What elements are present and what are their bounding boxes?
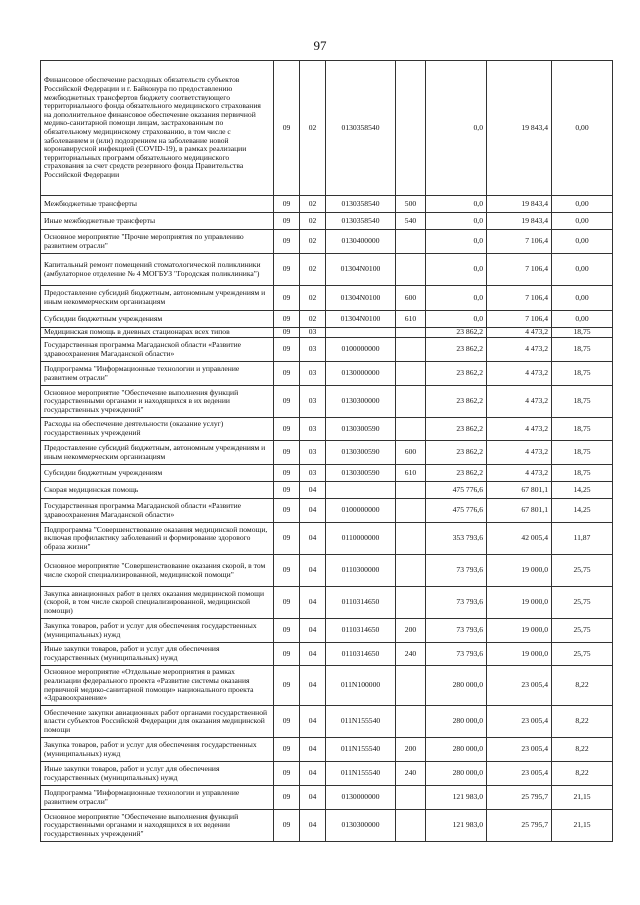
row-target-article-cell: 0130300000 (326, 386, 396, 418)
row-fact-cell: 19 843,4 (487, 196, 552, 213)
row-expense-type-cell: 500 (396, 196, 426, 213)
row-fact-cell: 19 000,0 (487, 555, 552, 587)
row-plan-cell: 0,0 (426, 230, 487, 254)
table-row (41, 441, 613, 465)
row-fact-cell: 4 473,2 (487, 441, 552, 465)
row-target-article-cell (326, 482, 396, 499)
row-name-cell: Обеспечение закупки авиационных работ органами государственной власти субъектов Российской Федерации для оказания медицинской помощи (41, 706, 274, 738)
table-row (41, 311, 613, 328)
row-subsection-cell: 04 (300, 666, 326, 706)
row-fact-cell: 7 106,4 (487, 254, 552, 286)
table-row (41, 328, 613, 338)
row-fact-cell: 4 473,2 (487, 328, 552, 338)
row-expense-type-cell (396, 587, 426, 619)
row-subsection-cell: 04 (300, 555, 326, 587)
row-section-cell: 09 (274, 362, 300, 386)
row-fact-cell: 7 106,4 (487, 311, 552, 328)
table-row (41, 418, 613, 441)
row-expense-type-cell: 200 (396, 619, 426, 643)
table-row (41, 706, 613, 738)
row-target-article-cell: 011N155540 (326, 762, 396, 786)
row-expense-type-cell: 540 (396, 213, 426, 230)
row-section-cell: 09 (274, 465, 300, 482)
table-row (41, 643, 613, 666)
row-percent-cell: 8,22 (552, 706, 613, 738)
row-name-cell: Финансовое обеспечение расходных обязательств субъектов Российской Федерации и г. Байконура по предоставлению межбюджетных трансфертов бюджету соответствующего территориального фонда обязательного медицинского страхования на дополнительное финансовое обеспечение оказания первичной медико-санитарной помощи лицам, застрахованным по обязательному медицинскому страхованию, в том числе с заболеванием и (или) подозрением на заболевание новой коронавирусной инфекцией (COVID-19), в рамках реализации территориальных программ обязательного медицинского страхования за счет средств резервного фонда Правительства Российской Федерации (41, 61, 274, 196)
budget-table-body (41, 61, 613, 842)
row-section-cell: 09 (274, 338, 300, 362)
page-number: 97 (313, 38, 327, 53)
row-percent-cell: 8,22 (552, 762, 613, 786)
row-section-cell: 09 (274, 311, 300, 328)
row-plan-cell: 280 000,0 (426, 762, 487, 786)
row-section-cell: 09 (274, 230, 300, 254)
row-name-cell: Капитальный ремонт помещений стоматологической поликлиники (амбулаторное отделение № 4 МОГБУЗ "Городская поликлиника") (41, 254, 274, 286)
row-expense-type-cell (396, 786, 426, 810)
row-name-cell: Подпрограмма "Совершенствование оказания медицинской помощи, включая профилактику заболеваний и формирование здорового образа жизни" (41, 523, 274, 555)
row-subsection-cell: 04 (300, 523, 326, 555)
row-name-cell: Закупка товаров, работ и услуг для обеспечения государственных (муниципальных) нужд (41, 619, 274, 643)
row-plan-cell: 0,0 (426, 286, 487, 311)
row-target-article-cell: 011N155540 (326, 706, 396, 738)
row-name-cell: Субсидии бюджетным учреждениям (41, 465, 274, 482)
row-target-article-cell: 0130400000 (326, 230, 396, 254)
row-expense-type-cell (396, 386, 426, 418)
row-plan-cell: 23 862,2 (426, 465, 487, 482)
row-target-article-cell: 0130358540 (326, 213, 396, 230)
row-section-cell: 09 (274, 643, 300, 666)
row-section-cell: 09 (274, 441, 300, 465)
table-row (41, 61, 613, 196)
row-fact-cell: 67 801,1 (487, 482, 552, 499)
row-subsection-cell: 04 (300, 619, 326, 643)
row-name-cell: Государственная программа Магаданской области «Развитие здравоохранения Магаданской области» (41, 499, 274, 523)
row-name-cell: Основное мероприятие "Обеспечение выполнения функций государственными органами и находящихся в их ведении государственных учреждений" (41, 386, 274, 418)
row-name-cell: Скорая медицинская помощь (41, 482, 274, 499)
row-name-cell: Основное мероприятие «Отдельные мероприятия в рамках реализации федерального проекта «Развитие системы оказания первичной медико-санитарной помощи» национального проекта «Здравоохранение» (41, 666, 274, 706)
row-subsection-cell: 04 (300, 786, 326, 810)
row-subsection-cell: 02 (300, 196, 326, 213)
row-plan-cell: 23 862,2 (426, 441, 487, 465)
row-expense-type-cell (396, 338, 426, 362)
row-section-cell: 09 (274, 810, 300, 842)
row-subsection-cell: 04 (300, 738, 326, 762)
row-fact-cell: 4 473,2 (487, 338, 552, 362)
row-plan-cell: 23 862,2 (426, 418, 487, 441)
table-row (41, 338, 613, 362)
row-plan-cell: 23 862,2 (426, 328, 487, 338)
row-fact-cell: 25 795,7 (487, 810, 552, 842)
table-row (41, 254, 613, 286)
row-fact-cell: 4 473,2 (487, 362, 552, 386)
row-percent-cell: 0,00 (552, 61, 613, 196)
row-fact-cell: 25 795,7 (487, 786, 552, 810)
row-percent-cell: 0,00 (552, 230, 613, 254)
row-plan-cell: 475 776,6 (426, 482, 487, 499)
row-name-cell: Государственная программа Магаданской области «Развитие здравоохранения Магаданской области» (41, 338, 274, 362)
row-fact-cell: 23 005,4 (487, 738, 552, 762)
row-fact-cell: 23 005,4 (487, 762, 552, 786)
row-section-cell: 09 (274, 213, 300, 230)
row-expense-type-cell (396, 418, 426, 441)
row-section-cell: 09 (274, 386, 300, 418)
row-name-cell: Иные закупки товаров, работ и услуг для обеспечения государственных (муниципальных) нужд (41, 643, 274, 666)
table-row (41, 587, 613, 619)
row-percent-cell: 21,15 (552, 810, 613, 842)
row-plan-cell: 73 793,6 (426, 643, 487, 666)
row-subsection-cell: 04 (300, 706, 326, 738)
table-row (41, 810, 613, 842)
row-expense-type-cell (396, 230, 426, 254)
row-fact-cell: 7 106,4 (487, 230, 552, 254)
row-subsection-cell: 03 (300, 465, 326, 482)
row-percent-cell: 11,87 (552, 523, 613, 555)
table-row (41, 762, 613, 786)
row-name-cell: Предоставление субсидий бюджетным, автономным учреждениям и иным некоммерческим организациям (41, 286, 274, 311)
row-expense-type-cell: 600 (396, 286, 426, 311)
row-name-cell: Основное мероприятие "Прочие мероприятия по управлению развитием отрасли" (41, 230, 274, 254)
row-expense-type-cell: 600 (396, 441, 426, 465)
row-expense-type-cell: 240 (396, 643, 426, 666)
row-plan-cell: 23 862,2 (426, 386, 487, 418)
table-row (41, 619, 613, 643)
table-row (41, 666, 613, 706)
row-section-cell: 09 (274, 482, 300, 499)
table-row (41, 465, 613, 482)
row-section-cell: 09 (274, 418, 300, 441)
row-fact-cell: 19 000,0 (487, 619, 552, 643)
row-subsection-cell: 04 (300, 643, 326, 666)
table-row (41, 738, 613, 762)
row-target-article-cell: 0130300590 (326, 465, 396, 482)
row-target-article-cell: 01304N0100 (326, 311, 396, 328)
row-fact-cell: 23 005,4 (487, 666, 552, 706)
table-row (41, 196, 613, 213)
row-target-article-cell (326, 328, 396, 338)
row-plan-cell: 73 793,6 (426, 619, 487, 643)
row-percent-cell: 18,75 (552, 328, 613, 338)
row-expense-type-cell (396, 666, 426, 706)
table-row (41, 286, 613, 311)
row-plan-cell: 0,0 (426, 196, 487, 213)
row-target-article-cell: 0130000000 (326, 362, 396, 386)
row-plan-cell: 0,0 (426, 311, 487, 328)
row-percent-cell: 14,25 (552, 499, 613, 523)
row-plan-cell: 475 776,6 (426, 499, 487, 523)
row-subsection-cell: 04 (300, 587, 326, 619)
row-name-cell: Иные закупки товаров, работ и услуг для обеспечения государственных (муниципальных) нужд (41, 762, 274, 786)
row-subsection-cell: 02 (300, 286, 326, 311)
row-name-cell: Субсидии бюджетным учреждениям (41, 311, 274, 328)
row-section-cell: 09 (274, 523, 300, 555)
row-percent-cell: 18,75 (552, 338, 613, 362)
row-subsection-cell: 02 (300, 230, 326, 254)
row-percent-cell: 21,15 (552, 786, 613, 810)
row-plan-cell: 280 000,0 (426, 706, 487, 738)
row-target-article-cell: 0130358540 (326, 61, 396, 196)
row-subsection-cell: 03 (300, 328, 326, 338)
row-percent-cell: 14,25 (552, 482, 613, 499)
row-percent-cell: 25,75 (552, 555, 613, 587)
row-section-cell: 09 (274, 555, 300, 587)
row-section-cell: 09 (274, 286, 300, 311)
row-name-cell: Межбюджетные трансферты (41, 196, 274, 213)
row-expense-type-cell (396, 499, 426, 523)
row-fact-cell: 42 005,4 (487, 523, 552, 555)
row-percent-cell: 0,00 (552, 311, 613, 328)
row-expense-type-cell (396, 328, 426, 338)
row-subsection-cell: 02 (300, 254, 326, 286)
row-plan-cell: 280 000,0 (426, 666, 487, 706)
row-section-cell: 09 (274, 666, 300, 706)
row-plan-cell: 0,0 (426, 61, 487, 196)
row-section-cell: 09 (274, 762, 300, 786)
row-plan-cell: 73 793,6 (426, 587, 487, 619)
row-target-article-cell: 01304N0100 (326, 254, 396, 286)
row-subsection-cell: 04 (300, 499, 326, 523)
row-name-cell: Подпрограмма "Информационные технологии и управление развитием отрасли" (41, 786, 274, 810)
row-subsection-cell: 03 (300, 362, 326, 386)
row-name-cell: Основное мероприятие "Обеспечение выполнения функций государственными органами и находящихся в их ведении государственных учреждений" (41, 810, 274, 842)
row-subsection-cell: 03 (300, 386, 326, 418)
row-fact-cell: 19 843,4 (487, 61, 552, 196)
row-target-article-cell: 0110314650 (326, 619, 396, 643)
row-expense-type-cell (396, 254, 426, 286)
row-plan-cell: 353 793,6 (426, 523, 487, 555)
row-percent-cell: 8,22 (552, 738, 613, 762)
row-name-cell: Медицинская помощь в дневных стационарах всех типов (41, 328, 274, 338)
row-expense-type-cell (396, 555, 426, 587)
row-expense-type-cell: 240 (396, 762, 426, 786)
row-name-cell: Основное мероприятие "Совершенствование оказания скорой, в том числе скорой специализированной, медицинской помощи" (41, 555, 274, 587)
row-plan-cell: 280 000,0 (426, 738, 487, 762)
row-fact-cell: 19 000,0 (487, 587, 552, 619)
row-target-article-cell: 0110314650 (326, 587, 396, 619)
row-fact-cell: 7 106,4 (487, 286, 552, 311)
table-row (41, 230, 613, 254)
row-plan-cell: 121 983,0 (426, 810, 487, 842)
row-expense-type-cell: 200 (396, 738, 426, 762)
row-target-article-cell: 0130300000 (326, 810, 396, 842)
row-percent-cell: 18,75 (552, 441, 613, 465)
row-name-cell: Иные межбюджетные трансферты (41, 213, 274, 230)
row-percent-cell: 18,75 (552, 362, 613, 386)
table-row (41, 482, 613, 499)
row-subsection-cell: 04 (300, 482, 326, 499)
row-target-article-cell: 0130300590 (326, 441, 396, 465)
budget-table (40, 60, 613, 842)
row-section-cell: 09 (274, 61, 300, 196)
row-expense-type-cell (396, 362, 426, 386)
row-expense-type-cell (396, 810, 426, 842)
row-fact-cell: 19 000,0 (487, 643, 552, 666)
row-fact-cell: 23 005,4 (487, 706, 552, 738)
row-percent-cell: 0,00 (552, 213, 613, 230)
row-fact-cell: 4 473,2 (487, 418, 552, 441)
row-section-cell: 09 (274, 196, 300, 213)
row-plan-cell: 23 862,2 (426, 362, 487, 386)
row-subsection-cell: 02 (300, 61, 326, 196)
row-section-cell: 09 (274, 786, 300, 810)
row-fact-cell: 4 473,2 (487, 465, 552, 482)
row-expense-type-cell (396, 523, 426, 555)
row-section-cell: 09 (274, 619, 300, 643)
row-percent-cell: 0,00 (552, 196, 613, 213)
row-subsection-cell: 04 (300, 762, 326, 786)
row-plan-cell: 0,0 (426, 254, 487, 286)
row-section-cell: 09 (274, 328, 300, 338)
row-target-article-cell: 011N100000 (326, 666, 396, 706)
row-percent-cell: 18,75 (552, 386, 613, 418)
row-percent-cell: 0,00 (552, 286, 613, 311)
row-target-article-cell: 011N155540 (326, 738, 396, 762)
row-section-cell: 09 (274, 587, 300, 619)
row-subsection-cell: 03 (300, 338, 326, 362)
row-section-cell: 09 (274, 254, 300, 286)
row-subsection-cell: 03 (300, 418, 326, 441)
row-percent-cell: 25,75 (552, 587, 613, 619)
row-percent-cell: 18,75 (552, 465, 613, 482)
row-section-cell: 09 (274, 706, 300, 738)
row-target-article-cell: 0100000000 (326, 499, 396, 523)
row-plan-cell: 121 983,0 (426, 786, 487, 810)
row-name-cell: Закупка авиационных работ в целях оказания медицинской помощи (скорой, в том числе скорой специализированной, медицинской помощи) (41, 587, 274, 619)
row-percent-cell: 25,75 (552, 643, 613, 666)
row-plan-cell: 0,0 (426, 213, 487, 230)
row-section-cell: 09 (274, 499, 300, 523)
row-name-cell: Расходы на обеспечение деятельности (оказание услуг) государственных учреждений (41, 418, 274, 441)
row-subsection-cell: 02 (300, 311, 326, 328)
table-row (41, 555, 613, 587)
row-subsection-cell: 04 (300, 810, 326, 842)
row-target-article-cell: 0130300590 (326, 418, 396, 441)
row-expense-type-cell (396, 706, 426, 738)
row-fact-cell: 67 801,1 (487, 499, 552, 523)
table-row (41, 499, 613, 523)
row-target-article-cell: 0100000000 (326, 338, 396, 362)
row-plan-cell: 73 793,6 (426, 555, 487, 587)
row-expense-type-cell (396, 61, 426, 196)
row-fact-cell: 4 473,2 (487, 386, 552, 418)
row-expense-type-cell: 610 (396, 465, 426, 482)
row-target-article-cell: 01304N0100 (326, 286, 396, 311)
row-expense-type-cell: 610 (396, 311, 426, 328)
table-row (41, 362, 613, 386)
row-subsection-cell: 03 (300, 441, 326, 465)
row-name-cell: Предоставление субсидий бюджетным, автономным учреждениям и иным некоммерческим организациям (41, 441, 274, 465)
row-percent-cell: 25,75 (552, 619, 613, 643)
row-percent-cell: 18,75 (552, 418, 613, 441)
row-target-article-cell: 0130000000 (326, 786, 396, 810)
row-target-article-cell: 0110314650 (326, 643, 396, 666)
row-fact-cell: 19 843,4 (487, 213, 552, 230)
row-percent-cell: 8,22 (552, 666, 613, 706)
row-section-cell: 09 (274, 738, 300, 762)
row-percent-cell: 0,00 (552, 254, 613, 286)
row-target-article-cell: 0110300000 (326, 555, 396, 587)
row-target-article-cell: 0130358540 (326, 196, 396, 213)
table-row (41, 213, 613, 230)
row-name-cell: Подпрограмма "Информационные технологии и управление развитием отрасли" (41, 362, 274, 386)
table-row (41, 386, 613, 418)
table-row (41, 786, 613, 810)
row-subsection-cell: 02 (300, 213, 326, 230)
row-expense-type-cell (396, 482, 426, 499)
table-row (41, 523, 613, 555)
row-plan-cell: 23 862,2 (426, 338, 487, 362)
row-target-article-cell: 0110000000 (326, 523, 396, 555)
row-name-cell: Закупка товаров, работ и услуг для обеспечения государственных (муниципальных) нужд (41, 738, 274, 762)
